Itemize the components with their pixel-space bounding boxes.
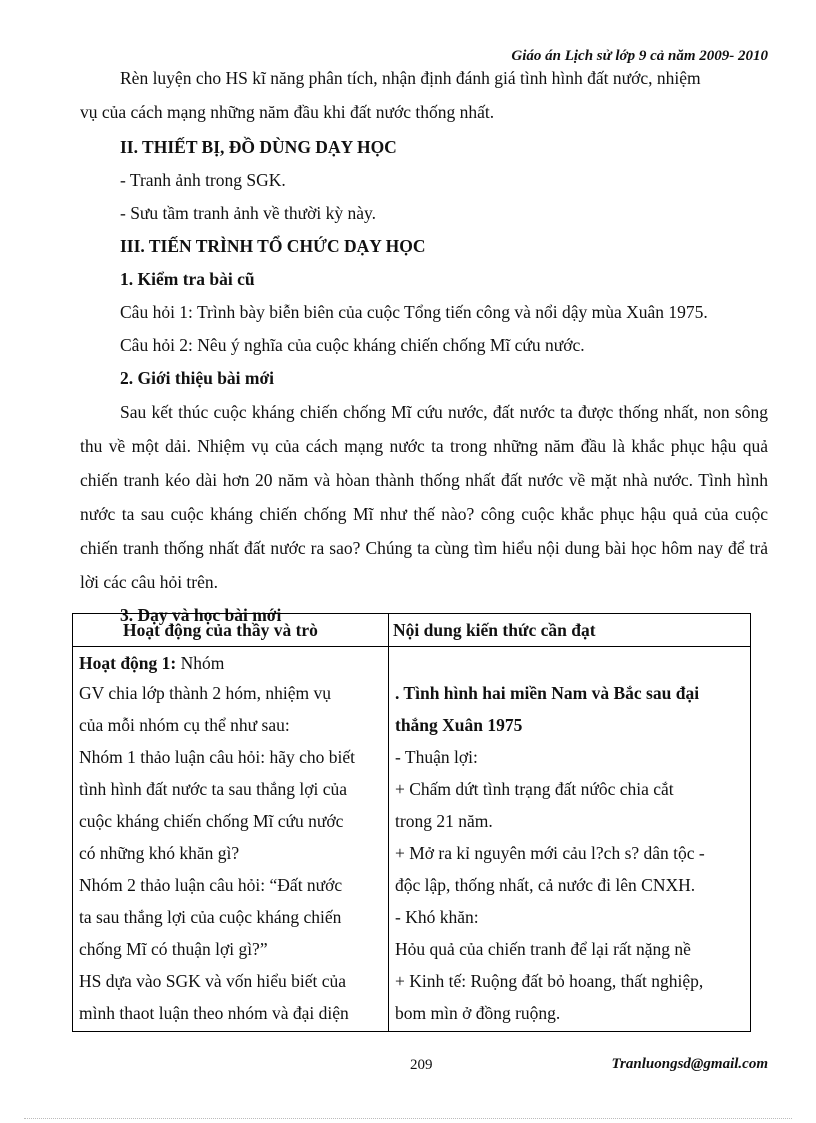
sub2-title: 2. Giới thiệu bài mới xyxy=(120,368,275,388)
left-line: cuộc kháng chiến chống Mĩ cứu nước xyxy=(79,811,344,831)
right-line: độc lập, thống nhất, cả nước đi lên CNXH. xyxy=(395,875,696,895)
activity-label-line xyxy=(79,649,382,677)
left-cell xyxy=(73,647,389,1032)
activity-label: Hoạt động 1: xyxy=(79,653,177,673)
left-line: tình hình đất nước ta sau thắng lợi của xyxy=(79,779,348,799)
section2-title: II. THIẾT BỊ, ĐỒ DÙNG DẠY HỌC xyxy=(120,137,397,157)
table-row xyxy=(73,647,751,1032)
right-line: Hỏu quả của chiến tranh để lại rất nặng nề xyxy=(395,939,691,959)
intro-line-2: vụ của cách mạng những năm đầu khi đất nước thống nhất. xyxy=(80,102,495,122)
left-line: ta sau thắng lợi của cuộc kháng chiến xyxy=(79,907,342,927)
right-line: + Chấm dứt tình trạng đất nứôc chia cắt xyxy=(395,779,674,799)
right-title-line: thắng Xuân 1975 xyxy=(395,715,523,735)
sub2-paragraph: Sau kết thúc cuộc kháng chiến chống Mĩ cứu nước, đất nước ta được thống nhất, non sông thu về một dải. Nhiệm vụ của cách mạng nước ta trong những năm đầu là khắc phục hậu quả chiến tranh kéo dài hơn 20 năm và hòan thành thống nhất đất nước về mặt nhà nước. Tình hình nước ta sau cuộc kháng chiến chống Mĩ như thế nào? công cuộc khắc phục hậu quả của cuộc chiến tranh thống nhất đất nước ra sao? Chúng ta cùng tìm hiểu nội dung bài học hôm nay để trả lời các câu hỏi trên. xyxy=(80,402,768,592)
intro-line-1: Rèn luyện cho HS kĩ năng phân tích, nhận định đánh giá tình hình đất nước, nhiệm xyxy=(120,68,701,88)
right-spacer xyxy=(395,649,744,677)
section2-item-2: - Sưu tầm tranh ảnh về thười kỳ này. xyxy=(120,203,376,223)
left-line: chống Mĩ có thuận lợi gì?” xyxy=(79,939,268,959)
left-line: có những khó khăn gì? xyxy=(79,843,240,863)
left-line: của mỗi nhóm cụ thể như sau: xyxy=(79,715,290,735)
right-line: + Mở ra kỉ nguyên mới cảu l?ch s? dân tộc - xyxy=(395,843,705,863)
left-line: mình thaot luận theo nhóm và đại diện xyxy=(79,1003,349,1023)
left-line: Nhóm 2 thảo luận câu hỏi: “Đất nước xyxy=(79,875,343,895)
right-cell xyxy=(389,647,751,1032)
left-line: HS dựa vào SGK và vốn hiểu biết của xyxy=(79,971,347,991)
right-line: bom mìn ở đồng ruộng. xyxy=(395,1003,561,1023)
activity-label-rest: Nhóm xyxy=(176,653,225,673)
right-title-line: . Tình hình hai miền Nam và Bắc sau đại xyxy=(395,683,700,703)
right-line: + Kinh tế: Ruộng đất bỏ hoang, thất nghiệp, xyxy=(395,971,704,991)
lesson-table xyxy=(72,613,751,1032)
section2-item-1: - Tranh ảnh trong SGK. xyxy=(120,170,286,190)
right-line: - Thuận lợi: xyxy=(395,747,478,767)
sub1-item-1: Câu hỏi 1: Trình bày biễn biên của cuộc Tổng tiến công và nổi dậy mùa Xuân 1975. xyxy=(120,302,708,322)
col-right-header: Nội dung kiến thức cần đạt xyxy=(389,614,751,647)
sub3-title: 3. Dạy và học bài mới xyxy=(120,605,282,625)
left-line: GV chia lớp thành 2 hóm, nhiệm vụ xyxy=(79,683,331,703)
page-header: Giáo án Lịch sử lớp 9 cả năm 2009- 2010 xyxy=(511,48,768,64)
document-body xyxy=(80,62,768,632)
left-line: Nhóm 1 thảo luận câu hỏi: hãy cho biết xyxy=(79,747,356,767)
sub1-title: 1. Kiểm tra bài cũ xyxy=(120,269,255,289)
page-bottom-divider xyxy=(24,1118,792,1119)
page-number: 209 xyxy=(410,1057,433,1073)
table-header-row xyxy=(73,614,751,647)
right-line: - Khó khăn: xyxy=(395,907,479,927)
sub1-item-2: Câu hỏi 2: Nêu ý nghĩa của cuộc kháng chiến chống Mĩ cứu nước. xyxy=(120,335,585,355)
footer-email: Tranluongsd@gmail.com xyxy=(611,1056,768,1072)
section3-title: III. TIẾN TRÌNH TỔ CHỨC DẠY HỌC xyxy=(120,236,426,256)
right-line: trong 21 năm. xyxy=(395,811,493,831)
col-left-header: Hoạt động của thầy và trò xyxy=(73,614,389,647)
